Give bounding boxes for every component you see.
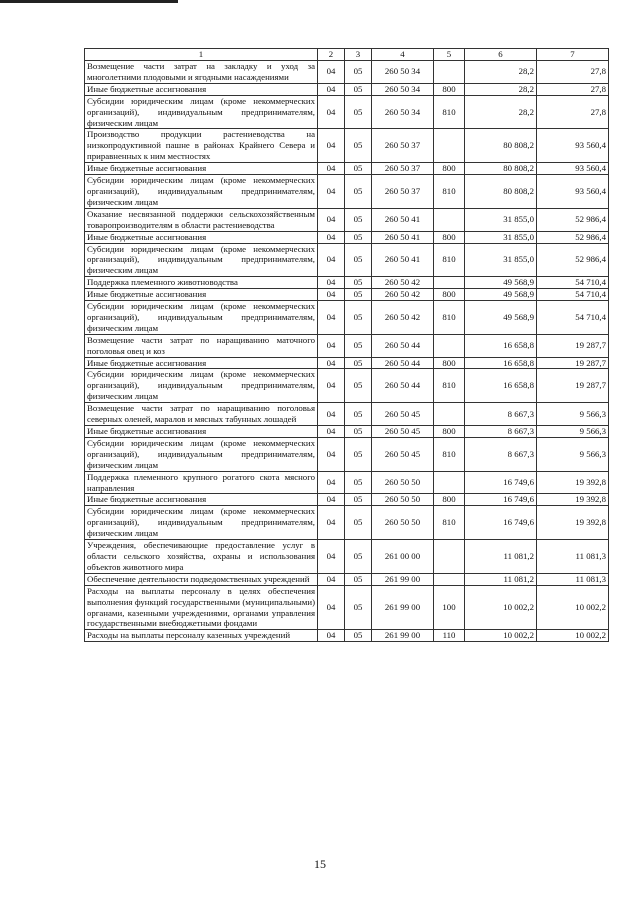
amount-year-2: 93 560,4: [537, 163, 609, 175]
subsection-code: 05: [345, 357, 372, 369]
amount-year-1: 8 667,3: [465, 437, 537, 471]
row-description: Иные бюджетные ассигнования: [85, 83, 318, 95]
amount-year-1: 49 568,9: [465, 301, 537, 335]
amount-year-1: 28,2: [465, 83, 537, 95]
row-description: Расходы на выплаты персоналу казенных учреждений: [85, 630, 318, 642]
section-code: 04: [318, 129, 345, 163]
amount-year-1: 16 749,6: [465, 506, 537, 540]
section-code: 04: [318, 471, 345, 494]
subsection-code: 05: [345, 403, 372, 426]
row-description: Учреждения, обеспечивающие предоставление услуг в области сельского хозяйства, охраны и использования объектов животного мира: [85, 540, 318, 574]
amount-year-1: 80 808,2: [465, 175, 537, 209]
table-row: [85, 61, 609, 84]
section-code: 04: [318, 573, 345, 585]
amount-year-1: 28,2: [465, 61, 537, 84]
row-description: Поддержка племенного крупного рогатого скота мясного направления: [85, 471, 318, 494]
subsection-code: 05: [345, 426, 372, 438]
amount-year-1: 49 568,9: [465, 289, 537, 301]
subsection-code: 05: [345, 494, 372, 506]
amount-year-2: 93 560,4: [537, 129, 609, 163]
table-row: [85, 175, 609, 209]
amount-year-1: 8 667,3: [465, 403, 537, 426]
subsection-code: 05: [345, 369, 372, 403]
section-code: 04: [318, 208, 345, 231]
header-cell: 4: [372, 49, 434, 61]
target-article-code: 260 50 37: [372, 175, 434, 209]
amount-year-2: 9 566,3: [537, 403, 609, 426]
header-cell: 1: [85, 49, 318, 61]
expense-type-code: 800: [434, 83, 465, 95]
row-description: Иные бюджетные ассигнования: [85, 357, 318, 369]
target-article-code: 260 50 34: [372, 95, 434, 129]
target-article-code: 260 50 41: [372, 231, 434, 243]
row-description: Возмещение части затрат по наращиванию поголовья северных оленей, маралов и мясных табунных лошадей: [85, 403, 318, 426]
expense-type-code: 810: [434, 95, 465, 129]
amount-year-2: 9 566,3: [537, 437, 609, 471]
row-description: Иные бюджетные ассигнования: [85, 494, 318, 506]
subsection-code: 05: [345, 437, 372, 471]
target-article-code: 261 99 00: [372, 630, 434, 642]
row-description: Поддержка племенного животноводства: [85, 277, 318, 289]
table-row: [85, 573, 609, 585]
expense-type-code: [434, 540, 465, 574]
expense-type-code: [434, 471, 465, 494]
table-row: [85, 426, 609, 438]
section-code: 04: [318, 243, 345, 277]
subsection-code: 05: [345, 573, 372, 585]
amount-year-1: 16 658,8: [465, 357, 537, 369]
amount-year-2: 54 710,4: [537, 277, 609, 289]
amount-year-2: 93 560,4: [537, 175, 609, 209]
section-code: 04: [318, 301, 345, 335]
target-article-code: 260 50 34: [372, 61, 434, 84]
table-row: [85, 163, 609, 175]
table-row: [85, 208, 609, 231]
row-description: Иные бюджетные ассигнования: [85, 163, 318, 175]
subsection-code: 05: [345, 208, 372, 231]
amount-year-1: 28,2: [465, 95, 537, 129]
table-row: [85, 494, 609, 506]
target-article-code: 260 50 42: [372, 289, 434, 301]
subsection-code: 05: [345, 83, 372, 95]
amount-year-2: 19 392,8: [537, 506, 609, 540]
target-article-code: 260 50 37: [372, 129, 434, 163]
target-article-code: 261 99 00: [372, 573, 434, 585]
expense-type-code: 800: [434, 494, 465, 506]
table-row: [85, 437, 609, 471]
table-row: [85, 243, 609, 277]
table-row: [85, 403, 609, 426]
amount-year-2: 52 986,4: [537, 243, 609, 277]
subsection-code: 05: [345, 175, 372, 209]
amount-year-1: 11 081,2: [465, 540, 537, 574]
row-description: Расходы на выплаты персоналу в целях обеспечения выполнения функций государственными (муниципальными) органами, казенными учреждениями, органами управления государственными внебюджетными фондами: [85, 585, 318, 630]
subsection-code: 05: [345, 506, 372, 540]
expense-type-code: [434, 403, 465, 426]
expense-type-code: 810: [434, 506, 465, 540]
header-cell: 2: [318, 49, 345, 61]
row-description: Субсидии юридическим лицам (кроме некоммерческих организаций), индивидуальным предпринимателям, физическим лицам: [85, 301, 318, 335]
budget-table: [84, 48, 609, 642]
table-row: [85, 289, 609, 301]
amount-year-1: 80 808,2: [465, 129, 537, 163]
table-row: [85, 301, 609, 335]
expense-type-code: [434, 573, 465, 585]
target-article-code: 261 00 00: [372, 540, 434, 574]
table-row: [85, 357, 609, 369]
section-code: 04: [318, 630, 345, 642]
section-code: 04: [318, 506, 345, 540]
amount-year-2: 27,8: [537, 83, 609, 95]
section-code: 04: [318, 369, 345, 403]
target-article-code: 260 50 45: [372, 437, 434, 471]
table-row: [85, 506, 609, 540]
target-article-code: 260 50 44: [372, 357, 434, 369]
table-row: [85, 471, 609, 494]
subsection-code: 05: [345, 61, 372, 84]
expense-type-code: 800: [434, 426, 465, 438]
amount-year-2: 11 081,3: [537, 573, 609, 585]
subsection-code: 05: [345, 301, 372, 335]
subsection-code: 05: [345, 277, 372, 289]
row-description: Возмещение части затрат на закладку и уход за многолетними плодовыми и ягодными насаждениями: [85, 61, 318, 84]
section-code: 04: [318, 334, 345, 357]
expense-type-code: 810: [434, 175, 465, 209]
subsection-code: 05: [345, 585, 372, 630]
target-article-code: 260 50 41: [372, 243, 434, 277]
amount-year-1: 16 749,6: [465, 471, 537, 494]
subsection-code: 05: [345, 471, 372, 494]
amount-year-1: 16 749,6: [465, 494, 537, 506]
amount-year-2: 19 392,8: [537, 494, 609, 506]
subsection-code: 05: [345, 243, 372, 277]
section-code: 04: [318, 289, 345, 301]
expense-type-code: [434, 208, 465, 231]
row-description: Субсидии юридическим лицам (кроме некоммерческих организаций), индивидуальным предпринимателям, физическим лицам: [85, 506, 318, 540]
expense-type-code: 800: [434, 231, 465, 243]
subsection-code: 05: [345, 129, 372, 163]
subsection-code: 05: [345, 334, 372, 357]
amount-year-1: 31 855,0: [465, 208, 537, 231]
amount-year-1: 80 808,2: [465, 163, 537, 175]
row-description: Производство продукции растениеводства на низкопродуктивной пашне в районах Крайнего Севера и приравненных к ним местностях: [85, 129, 318, 163]
table-row: [85, 369, 609, 403]
amount-year-1: 8 667,3: [465, 426, 537, 438]
row-description: Субсидии юридическим лицам (кроме некоммерческих организаций), индивидуальным предпринимателям, физическим лицам: [85, 95, 318, 129]
amount-year-2: 54 710,4: [537, 289, 609, 301]
section-code: 04: [318, 83, 345, 95]
expense-type-code: 100: [434, 585, 465, 630]
amount-year-1: 31 855,0: [465, 243, 537, 277]
table-row: [85, 540, 609, 574]
header-cell: 6: [465, 49, 537, 61]
section-code: 04: [318, 494, 345, 506]
target-article-code: 260 50 50: [372, 471, 434, 494]
amount-year-2: 9 566,3: [537, 426, 609, 438]
amount-year-2: 52 986,4: [537, 208, 609, 231]
expense-type-code: 810: [434, 301, 465, 335]
subsection-code: 05: [345, 289, 372, 301]
expense-type-code: 810: [434, 369, 465, 403]
section-code: 04: [318, 95, 345, 129]
header-row: [85, 49, 609, 61]
section-code: 04: [318, 437, 345, 471]
header-cell: 7: [537, 49, 609, 61]
top-rule: [0, 0, 178, 3]
target-article-code: 260 50 44: [372, 369, 434, 403]
row-description: Субсидии юридическим лицам (кроме некоммерческих организаций), индивидуальным предпринимателям, физическим лицам: [85, 175, 318, 209]
target-article-code: 260 50 37: [372, 163, 434, 175]
row-description: Обеспечение деятельности подведомственных учреждений: [85, 573, 318, 585]
row-description: Субсидии юридическим лицам (кроме некоммерческих организаций), индивидуальным предпринимателям, физическим лицам: [85, 243, 318, 277]
amount-year-2: 19 392,8: [537, 471, 609, 494]
amount-year-1: 31 855,0: [465, 231, 537, 243]
table-row: [85, 83, 609, 95]
section-code: 04: [318, 277, 345, 289]
section-code: 04: [318, 357, 345, 369]
target-article-code: 260 50 44: [372, 334, 434, 357]
amount-year-2: 10 002,2: [537, 630, 609, 642]
table-row: [85, 334, 609, 357]
target-article-code: 260 50 34: [372, 83, 434, 95]
subsection-code: 05: [345, 95, 372, 129]
target-article-code: 260 50 42: [372, 301, 434, 335]
amount-year-2: 10 002,2: [537, 585, 609, 630]
amount-year-1: 11 081,2: [465, 573, 537, 585]
header-cell: 5: [434, 49, 465, 61]
subsection-code: 05: [345, 231, 372, 243]
section-code: 04: [318, 175, 345, 209]
expense-type-code: [434, 334, 465, 357]
amount-year-2: 11 081,3: [537, 540, 609, 574]
header-cell: 3: [345, 49, 372, 61]
expense-type-code: [434, 129, 465, 163]
row-description: Субсидии юридическим лицам (кроме некоммерческих организаций), индивидуальным предпринимателям, физическим лицам: [85, 369, 318, 403]
table-row: [85, 585, 609, 630]
row-description: Иные бюджетные ассигнования: [85, 426, 318, 438]
expense-type-code: [434, 277, 465, 289]
target-article-code: 260 50 50: [372, 494, 434, 506]
table-row: [85, 630, 609, 642]
expense-type-code: 110: [434, 630, 465, 642]
expense-type-code: 800: [434, 163, 465, 175]
target-article-code: 260 50 50: [372, 506, 434, 540]
subsection-code: 05: [345, 163, 372, 175]
subsection-code: 05: [345, 540, 372, 574]
amount-year-2: 52 986,4: [537, 231, 609, 243]
table-row: [85, 95, 609, 129]
subsection-code: 05: [345, 630, 372, 642]
amount-year-1: 10 002,2: [465, 585, 537, 630]
target-article-code: 261 99 00: [372, 585, 434, 630]
section-code: 04: [318, 163, 345, 175]
target-article-code: 260 50 42: [372, 277, 434, 289]
target-article-code: 260 50 41: [372, 208, 434, 231]
amount-year-2: 19 287,7: [537, 369, 609, 403]
expense-type-code: 800: [434, 289, 465, 301]
row-description: Иные бюджетные ассигнования: [85, 231, 318, 243]
section-code: 04: [318, 403, 345, 426]
amount-year-1: 16 658,8: [465, 334, 537, 357]
amount-year-2: 27,8: [537, 61, 609, 84]
table-row: [85, 231, 609, 243]
table-row: [85, 277, 609, 289]
row-description: Оказание несвязанной поддержки сельскохозяйственным товаропроизводителям в области растениеводства: [85, 208, 318, 231]
expense-type-code: [434, 61, 465, 84]
table-row: [85, 129, 609, 163]
expense-type-code: 810: [434, 243, 465, 277]
section-code: 04: [318, 585, 345, 630]
row-description: Иные бюджетные ассигнования: [85, 289, 318, 301]
amount-year-2: 19 287,7: [537, 357, 609, 369]
section-code: 04: [318, 61, 345, 84]
section-code: 04: [318, 426, 345, 438]
amount-year-2: 27,8: [537, 95, 609, 129]
amount-year-1: 10 002,2: [465, 630, 537, 642]
target-article-code: 260 50 45: [372, 403, 434, 426]
row-description: Субсидии юридическим лицам (кроме некоммерческих организаций), индивидуальным предпринимателям, физическим лицам: [85, 437, 318, 471]
section-code: 04: [318, 231, 345, 243]
amount-year-1: 49 568,9: [465, 277, 537, 289]
page-number: 15: [314, 857, 326, 871]
amount-year-2: 19 287,7: [537, 334, 609, 357]
expense-type-code: 800: [434, 357, 465, 369]
row-description: Возмещение части затрат по наращиванию маточного поголовья овец и коз: [85, 334, 318, 357]
amount-year-1: 16 658,8: [465, 369, 537, 403]
expense-type-code: 810: [434, 437, 465, 471]
section-code: 04: [318, 540, 345, 574]
amount-year-2: 54 710,4: [537, 301, 609, 335]
target-article-code: 260 50 45: [372, 426, 434, 438]
